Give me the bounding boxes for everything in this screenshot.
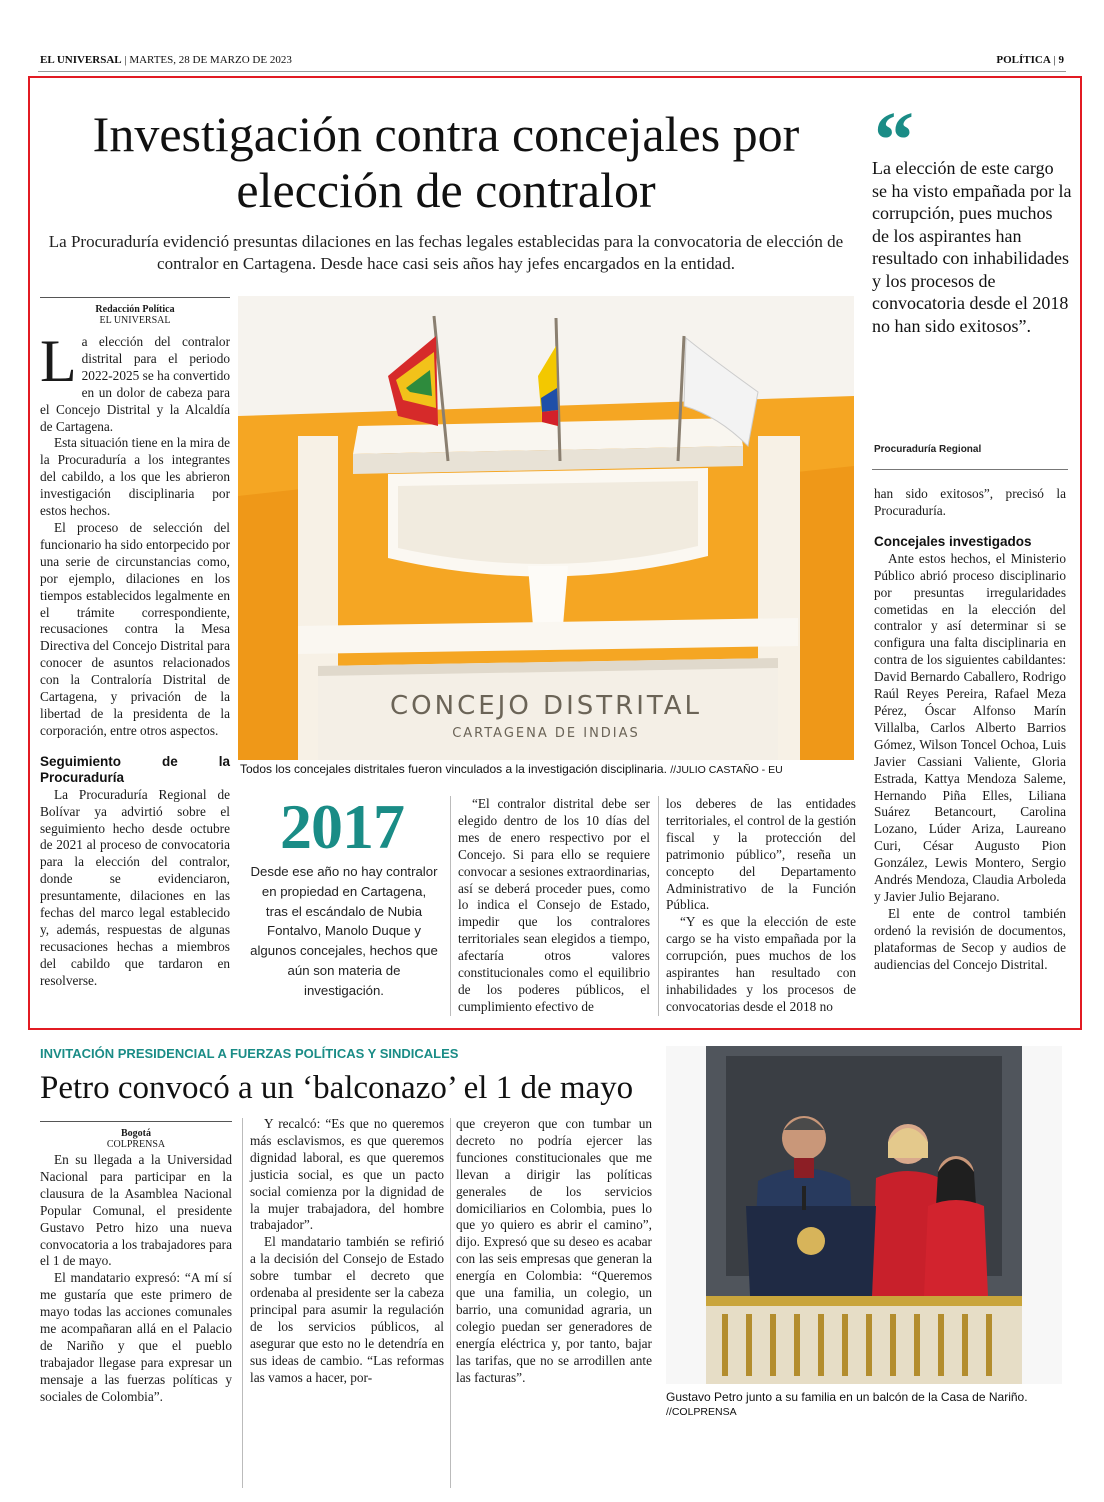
page-number: 9 [1058, 54, 1064, 66]
photo-caption [240, 762, 860, 778]
paragraph: han sido exitosos”, precisó la Procuraduría. [874, 486, 1066, 518]
pull-quote: La elección de este cargo se ha visto empañada por la corrupción, pues muchos de los aspirantes han resultado con inhabilidades y los procesos de convocatoria desde el 2018 no han sido exitosos”. [872, 158, 1072, 336]
drop-cap: L [40, 328, 77, 394]
caption-text: Gustavo Petro junto a su familia en un balcón de la Casa de Nariño. [666, 1390, 1028, 1404]
byline-location: Bogotá [121, 1128, 151, 1139]
highlight-year: 2017 [280, 791, 404, 862]
quote-mark-icon: “ [874, 97, 914, 185]
pull-quote-rule [872, 469, 1068, 470]
concejo-building-photo [238, 296, 854, 760]
paragraph: que creyeron que con tumbar un decreto no podría ejercer las funciones constitucionales que me llevan a dirigir las políticas generales de los servicios domiciliarios en Colombia, pues lo que yo quiero es abrir el camino”, dijo. Expresó que su deseo es acabar con las seis empresas que generan la energía en Colombia: “Queremos que una familia, un colegio, un barrio, una comunidad agraria, un colegio puedan ser generadores de energía eléctrica y, por tanto, bajar las tarifas, que no se arrodillen ante las facturas”. [456, 1116, 652, 1385]
byline-rule [40, 297, 230, 298]
issue-date: MARTES, 28 DE MARZO DE 2023 [129, 54, 292, 66]
paragraph: Y recalcó: “Es que no queremos más esclavismos, es que queremos dignidad laboral, es que queremos justicia social, es que un pacto social comienza por la dignidad de la mujer trabajadora, del hombre trabajador”. [250, 1116, 444, 1233]
newspaper-name: EL UNIVERSAL [40, 54, 122, 66]
paragraph: Esta situación tiene en la mira de la Procuraduría a los integrantes del cabildo, a los que les abrieron investigación disciplinaria por estos hechos. [40, 435, 230, 519]
header-rule [38, 71, 1066, 72]
paragraph: los deberes de las entidades territoriales, el control de la gestión fiscal y la protección del patrimonio público”, reseña un concepto del Departamento Administrativo de la Función Pública. [666, 796, 856, 913]
article-column-5 [874, 486, 1066, 973]
header-divider: | [124, 54, 130, 66]
paragraph: “Y es que la elección de este cargo se ha visto empañada por la corrupción, pues muchos de los aspirantes han resultado con inhabilidades y los procesos de convocatorias desde el 2018 no [666, 914, 856, 1014]
column-rule [450, 1118, 451, 1488]
article-column-1 [40, 328, 230, 990]
pull-quote-source: Procuraduría Regional [874, 444, 982, 455]
lead-text: a elección del contralor distrital para el periodo 2022-2025 se ha convertido en un dolor de cabeza para el Concejo Distrital y la Alcaldía de Cartagena. [40, 334, 230, 434]
article-headline: Petro convocó a un ‘balconazo’ el 1 de mayo [40, 1070, 634, 1106]
photo-credit: //JULIO CASTAÑO - EU [670, 764, 783, 776]
article-column-4 [666, 796, 856, 1016]
byline-outlet: COLPRENSA [106, 1139, 166, 1150]
petro-family-photo [666, 1046, 1062, 1384]
column-rule [242, 1118, 243, 1488]
paragraph: El mandatario también se refirió a la decisión del Consejo de Estado sobre tumbar el decreto que ordenaba al presidente ser la cabeza principal para asumir la regulación de los servicios públicos, al asegurar que esto no le detendría en sus ideas de cambio. “Las reformas las vamos a hacer, por- [250, 1234, 444, 1385]
article2-column-2 [250, 1116, 444, 1387]
running-header-right [996, 54, 1064, 70]
article-column-3 [458, 796, 650, 1016]
byline [40, 1128, 232, 1150]
paragraph: El proceso de selección del funcionario ha sido entorpecido por una serie de circunstancias como, por ejemplo, dilaciones en los tiempos establecidos legalmente en el trámite correspondiente, recusaciones contra la Mesa Directiva del Concejo Distrital para conocer de asuntos relacionados con la Contraloría Distrital de Cartagena, y privación de la libertad de la presidenta de la corporación, entre otros aspectos. [40, 519, 230, 738]
header-divider: | [1053, 54, 1059, 66]
section-name: POLÍTICA [996, 54, 1051, 66]
column-rule [450, 796, 451, 1016]
running-header-left [40, 54, 292, 70]
photo-caption [666, 1390, 1066, 1420]
byline-rule [40, 1121, 232, 1122]
balcony-illustration [666, 1046, 1062, 1384]
article-headline: Investigación contra concejales por elección de contralor [92, 106, 800, 218]
column-rule [658, 796, 659, 1016]
article-kicker: INVITACIÓN PRESIDENCIAL A FUERZAS POLÍTICAS Y SINDICALES [40, 1046, 459, 1061]
paragraph: La Procuraduría Regional de Bolívar ya advirtió sobre el seguimiento hecho desde octubre de 2021 al proceso de convocatoria para la elección del contralor, donde se evidenciaron, presuntamente, dilaciones en las fechas del marco legal establecido y, además, respuestas de algunas recusaciones hechas a miembros del cabildo que tardaron en resolverse. [40, 786, 230, 988]
subheading: Concejales investigados [874, 533, 1032, 549]
building-sign-subtext: CARTAGENA DE INDIAS [452, 726, 640, 741]
paragraph: Ante estos hechos, el Ministerio Público abrió proceso disciplinario por presuntas irregularidades cometidas en la elección del contralor y así determinar si se configura una falta disciplinaria en contra de los siguientes cabildantes: David Bernardo Caballero, Rodrigo Raúl Reyes Pereira, Rafael Meza Pérez, Óscar Alfonso Marín Villalba, Carlos Alberto Barrios Gómez, Wilson Toncel Ochoa, Luis Javier Cassiani Valiente, Gloria Estrada, Kattya Mendoza Saleme, Hernando Piña Elles, Liliana Suárez Betancourt, Carolina Lozano, Lúder Ariza, Laureano Curi, César Augusto Pion González, Lewis Montero, Sergio Andrés Mendoza, Claudia Arboleda y Javier Julio Bejarano. [874, 550, 1066, 904]
article-deck: La Procuraduría evidenció presuntas dilaciones en las fechas legales establecidas para la convocatoria de elección de contralor en Cartagena. Desde hace casi seis años hay jefes encargados en la entidad. [48, 232, 844, 273]
lead-paragraph [40, 328, 230, 435]
article2-column-3 [456, 1116, 652, 1387]
paragraph: En su llegada a la Universidad Nacional para participar en la clausura de la Asamblea Nacional Popular Comunal, el presidente Gustavo Petro hizo una nueva convocatoria a los trabajadores para el 1 de mayo. [40, 1152, 232, 1269]
article2-column-1 [40, 1152, 232, 1406]
building-sign-text: CONCEJO DISTRITAL [390, 691, 702, 721]
subheading: Seguimiento de la Procuraduría [40, 753, 230, 785]
highlight-year-text: Desde ese año no hay contralor en propiedad en Cartagena, tras el escándalo de Nubia Fontalvo, Manolo Duque y algunos concejales, hechos que aún son materia de investigación. [250, 864, 438, 998]
photo-credit: //COLPRENSA [666, 1406, 737, 1418]
paragraph: El mandatario expresó: “A mí sí me gustaría que este primero de mayo todas las acciones comunales me acompañaran allá en el Palacio de Nariño y que el pueblo trabajador llegase para expresar un mensaje a las fuerzas políticas y sociales de Colombia”. [40, 1270, 232, 1404]
byline-author: Redacción Política [95, 304, 175, 315]
byline [40, 304, 230, 326]
caption-text: Todos los concejales distritales fueron vinculados a la investigación disciplinaria. [240, 762, 667, 776]
byline-outlet: EL UNIVERSAL [99, 315, 171, 326]
paragraph: “El contralor distrital debe ser elegido dentro de los 10 días del mes de enero respectivo por el Concejo. Si para ello se requiere convocar a sesiones extraordinarias, así se deberá proceder pues, como lo indica el Consejo de Estado, impedir que los contralores territoriales sean elegidos a tiempo, afectaría otros valores constitucionales como el equilibrio de los poderes públicos, el cumplimiento efectivo de [458, 796, 650, 1014]
paragraph: El ente de control también ordenó la revisión de documentos, plataformas de Secop y audios de audiencias del Concejo Distrital. [874, 905, 1066, 972]
